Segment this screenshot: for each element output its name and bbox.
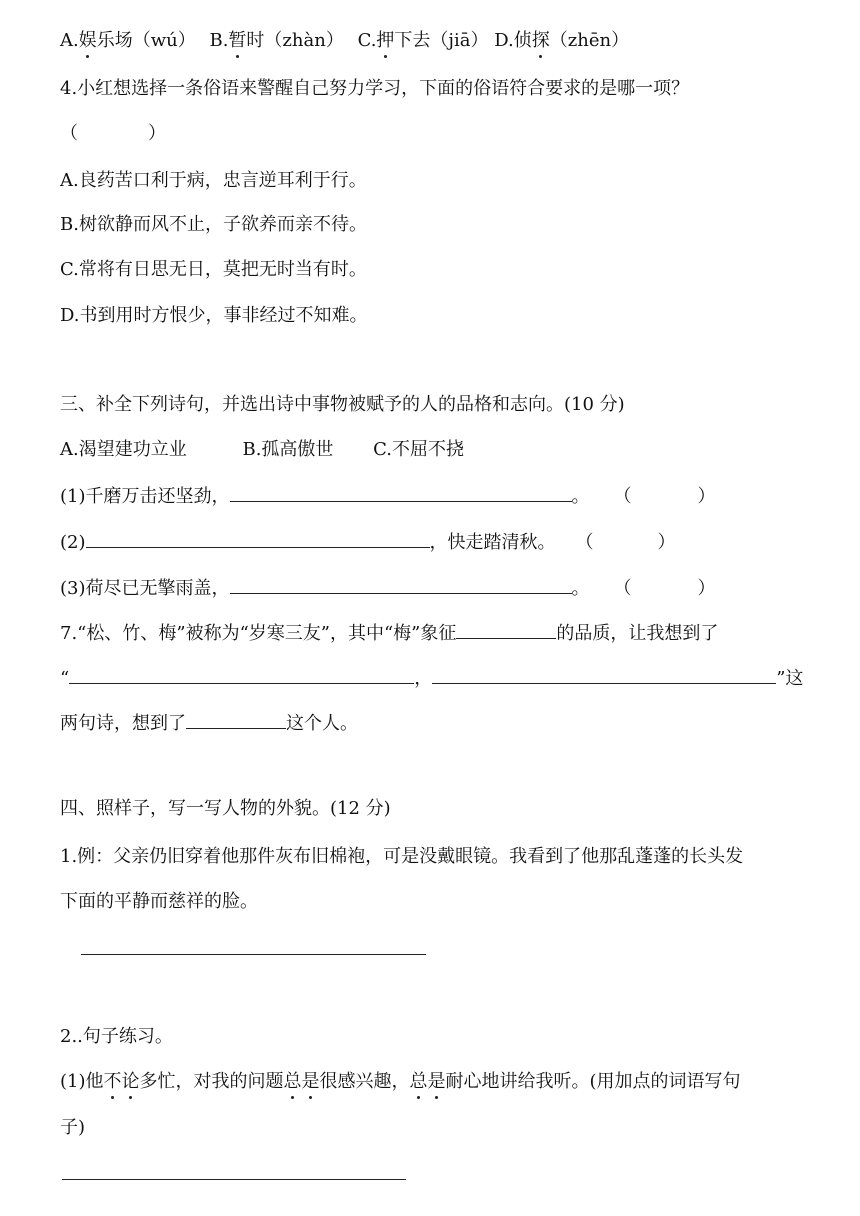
q7-text: “ [60,668,70,689]
option-c-prefix: C. [357,30,377,51]
choice-c: C.不屈不挠 [373,439,465,460]
item-text: ，快走踏清秋。 [429,532,556,553]
paren-close: ） [148,123,166,144]
paren-close: ） [657,532,676,553]
fill-blank[interactable] [186,710,286,729]
dotted-char: 押 [376,30,395,51]
fill-blank[interactable] [432,665,776,684]
q2-text: 多忙，对我的问题 [139,1071,284,1092]
dotted-char: 总 [283,1071,302,1092]
fill-blank[interactable] [230,575,572,594]
paren-open: （ [60,123,78,144]
q2-item-1 [60,1070,741,1094]
dotted-char: 是 [427,1071,446,1092]
q7-text: ， [414,668,433,689]
paren-close: ） [697,486,716,507]
paren-open: （ [613,486,632,507]
q4-option-b: B.树欲静而风不止，子欲养而亲不待。 [60,214,367,235]
q2-text: 很感兴趣， [319,1071,410,1092]
paren-open: （ [613,578,632,599]
dotted-char: 不 [103,1071,122,1092]
q4-option-a: A.良药苦口利于病，忠言逆耳利于行。 [60,170,367,191]
dotted-char: 暂 [228,30,247,51]
item-text: 。 [571,486,590,507]
q7-text: 的品质，让我想到了 [556,623,719,644]
poem-item-3 [60,575,716,601]
q7-line-1 [60,620,718,646]
item-text: (1)千磨万击还坚劲， [60,486,230,507]
q7-text: 这个人。 [286,713,358,734]
option-b-text: 时（zhàn） [246,30,344,51]
q2-heading: 2..句子练习。 [60,1026,173,1047]
q7-text: ”这 [776,668,804,689]
fill-blank[interactable] [69,665,414,684]
option-d-text: （zhēn） [549,30,630,51]
option-d-text: 侦 [513,30,532,51]
dotted-char: 娱 [78,30,97,51]
q2-item-1-cont: 子) [60,1117,86,1138]
q4-stem: 4.小红想选择一条俗语来警醒自己努力学习，下面的俗语符合要求的是哪一项？ [60,78,690,99]
option-a-text: 乐场（wú） [96,30,196,51]
q2-text: (1)他 [60,1071,104,1092]
option-d-prefix: D. [494,30,514,51]
dotted-char: 总 [409,1071,428,1092]
q4-option-c: C.常将有日思无日，莫把无时当有时。 [60,259,367,280]
q7-text: 两句诗，想到了 [60,713,186,734]
item-text: 。 [571,578,590,599]
q4-answer-paren[interactable] [60,122,166,146]
answer-line[interactable] [62,1179,406,1180]
choice-a: A.渴望建功立业 [60,439,187,460]
item-text: (3)荷尽已无擎雨盖， [60,578,230,599]
example-line-2: 下面的平静而慈祥的脸。 [60,891,258,912]
q7-line-2 [60,665,803,691]
item-text: (2) [60,532,86,553]
answer-line[interactable] [81,954,426,955]
section4-heading: 四、照样子，写一写人物的外貌。(12 分) [60,798,391,819]
q2-text: 耐心地讲给我听。(用加点的词语写句 [445,1071,741,1092]
fill-blank[interactable] [456,620,556,639]
example-line-1: 1.例：父亲仍旧穿着他那件灰布旧棉袍，可是没戴眼镜。我看到了他那乱蓬蓬的长头发 [60,846,744,867]
q4-option-d: D.书到用时方恨少，事非经过不知难。 [60,305,368,326]
q3-options [60,29,629,53]
option-b-prefix: B. [209,30,229,51]
fill-blank[interactable] [86,529,430,548]
poem-item-1 [60,483,716,509]
dotted-char: 论 [121,1071,140,1092]
q7-text: 7.“松、竹、梅”被称为“岁寒三友”，其中“梅”象征 [60,623,457,644]
fill-blank[interactable] [230,483,572,502]
section3-choices [60,438,464,462]
poem-item-2 [60,529,676,555]
option-a-prefix: A. [60,30,79,51]
dotted-char: 是 [301,1071,320,1092]
dotted-char: 探 [531,30,550,51]
option-c-text: 下去（jiā） [394,30,489,51]
section3-heading: 三、补全下列诗句，并选出诗中事物被赋予的人的品格和志向。(10 分) [60,394,625,415]
paren-close: ） [697,578,716,599]
choice-b: B.孤高傲世 [242,439,334,460]
paren-open: （ [575,532,594,553]
q7-line-3 [60,710,358,736]
